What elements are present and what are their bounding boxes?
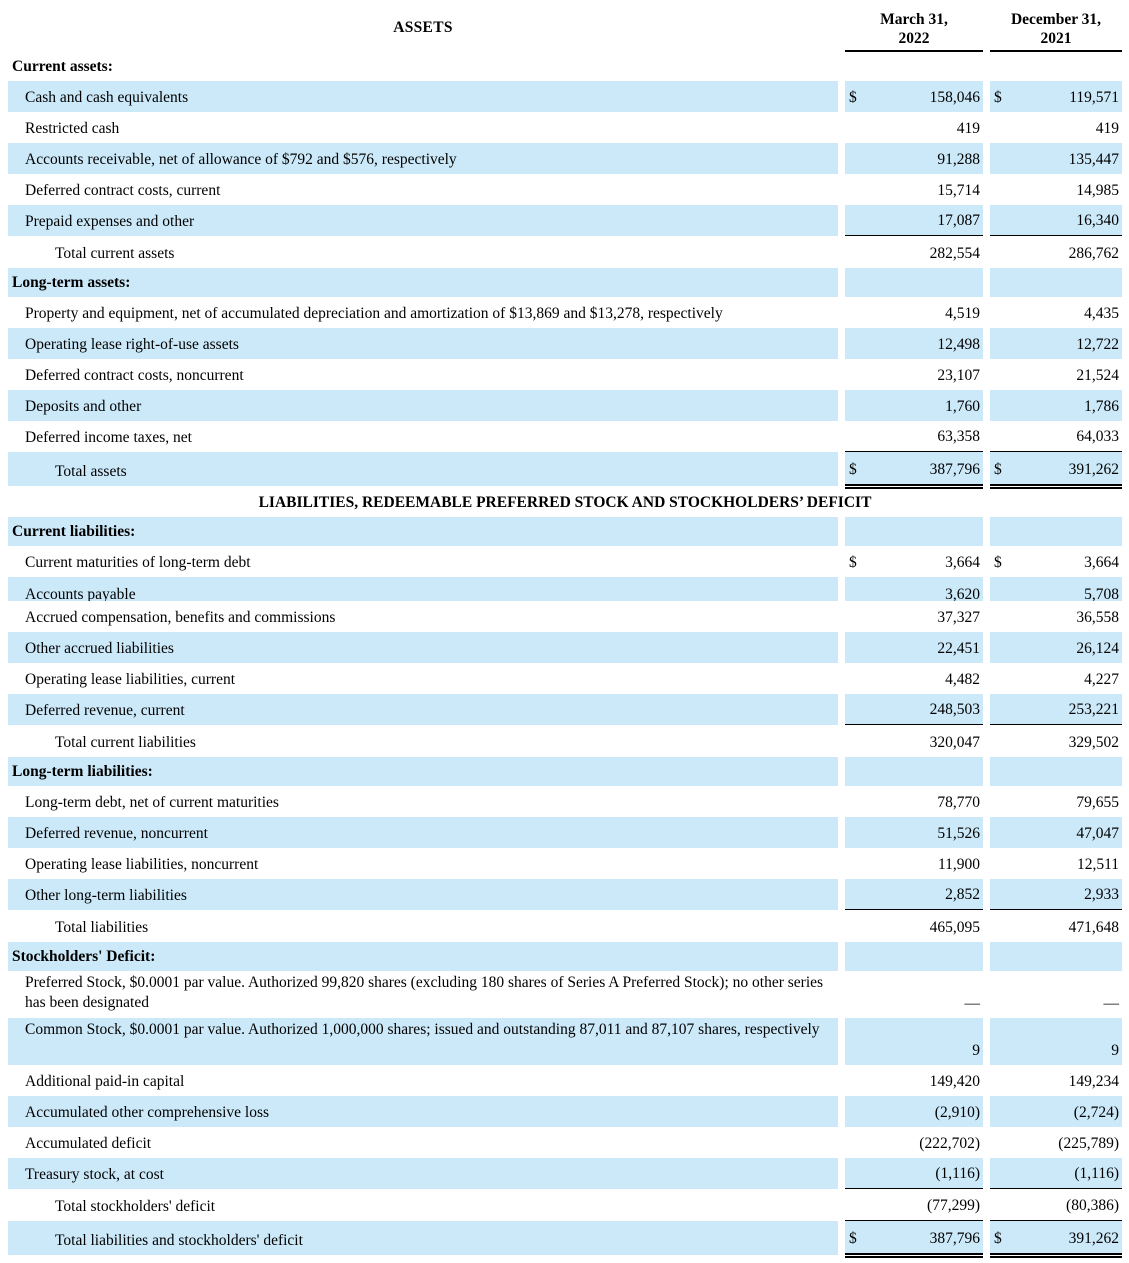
value-cell-2021: [990, 1065, 1122, 1096]
row-label: Cash and cash equivalents: [25, 89, 189, 106]
dollar-sign-2021: $: [994, 1230, 1002, 1247]
value-cell-2022: [845, 1065, 983, 1096]
value-cell-2021: [990, 817, 1122, 848]
table-row: [0, 757, 1129, 786]
value-cell-2021: [990, 694, 1122, 725]
value-cell-2021: [990, 1096, 1122, 1127]
value-2021: 4,435: [1084, 305, 1119, 322]
value-2022: 4,482: [945, 671, 980, 688]
value-cell-2022: [845, 1096, 983, 1127]
value-2022: (2,910): [934, 1104, 980, 1121]
table-row: [0, 390, 1129, 421]
value-2021: 149,234: [1068, 1073, 1119, 1090]
value-cell-2021: [990, 1158, 1122, 1189]
col-header-2022-line2: 2022: [898, 30, 930, 47]
value-cell-2022: [845, 757, 983, 786]
value-2021: 12,511: [1076, 856, 1119, 873]
row-label: Total stockholders' deficit: [55, 1198, 216, 1215]
value-2021: 14,985: [1076, 182, 1119, 199]
value-2021: 36,558: [1076, 609, 1119, 626]
dollar-sign-2022: $: [849, 89, 857, 106]
dollar-sign-2021: $: [994, 89, 1002, 106]
value-cell-2022: [845, 725, 983, 757]
value-cell-2022: [845, 694, 983, 725]
value-cell-2021: [990, 1189, 1122, 1221]
value-2021: 5,708: [1084, 586, 1119, 601]
table-row: [0, 205, 1129, 236]
value-2022: 3,620: [945, 586, 980, 601]
label-cell: [8, 112, 838, 143]
label-cell: [8, 1065, 838, 1096]
value-cell-2021: [990, 390, 1122, 421]
value-2021: (2,724): [1073, 1104, 1119, 1121]
value-2022: 282,554: [929, 245, 980, 262]
table-row: [0, 786, 1129, 817]
label-cell: [8, 546, 838, 577]
col-header-2022-cell: [845, 2, 983, 52]
row-label: Operating lease right-of-use assets: [25, 336, 239, 353]
value-cell-2022: [845, 601, 983, 632]
value-2021: (225,789): [1058, 1135, 1119, 1152]
label-cell: [8, 601, 838, 632]
label-cell: [8, 663, 838, 694]
value-2022: 320,047: [929, 734, 980, 751]
table-row: [0, 236, 1129, 268]
value-cell-2022: [845, 452, 983, 486]
label-cell: [8, 268, 838, 297]
value-cell-2022: [845, 517, 983, 546]
value-2021: 329,502: [1068, 734, 1119, 751]
table-row: [0, 486, 1129, 517]
value-cell-2021: [990, 205, 1122, 236]
label-cell: [8, 577, 838, 601]
table-row: [0, 694, 1129, 725]
row-label: Operating lease liabilities, current: [25, 671, 236, 688]
label-cell: [8, 236, 838, 268]
value-cell-2021: [990, 971, 1122, 1018]
row-label: Accounts receivable, net of allowance of $792 and $576, respectively: [25, 151, 457, 168]
table-row: [0, 1127, 1129, 1158]
value-2022: 11,900: [937, 856, 980, 873]
value-2021: 47,047: [1076, 825, 1119, 842]
value-cell-2022: [845, 632, 983, 663]
value-cell-2022: [845, 390, 983, 421]
row-label: Deferred contract costs, noncurrent: [25, 367, 244, 384]
value-cell-2022: [845, 297, 983, 328]
value-cell-2021: [990, 663, 1122, 694]
table-row: [0, 1096, 1129, 1127]
value-cell-2022: [845, 879, 983, 910]
value-cell-2021: [990, 942, 1122, 971]
value-cell-2022: [845, 1158, 983, 1189]
value-cell-2022: [845, 52, 983, 81]
value-cell-2022: [845, 971, 983, 1018]
value-cell-2022: [845, 546, 983, 577]
value-2022: 419: [956, 120, 980, 137]
value-cell-2021: [990, 757, 1122, 786]
value-cell-2021: [990, 421, 1122, 452]
label-cell: [8, 632, 838, 663]
row-label: Other accrued liabilities: [25, 640, 174, 657]
value-cell-2022: [845, 328, 983, 359]
label-cell: [8, 848, 838, 879]
label-cell: [8, 725, 838, 757]
table-row: [0, 879, 1129, 910]
col-header-2021-cell: [990, 2, 1122, 52]
label-cell: [8, 694, 838, 725]
value-cell-2022: [845, 577, 983, 601]
table-row: [0, 601, 1129, 632]
value-cell-2021: [990, 546, 1122, 577]
value-2021: 21,524: [1076, 367, 1119, 384]
label-cell: [8, 1189, 838, 1221]
value-2021: 64,033: [1076, 428, 1119, 445]
row-label: Total assets: [55, 463, 127, 480]
value-cell-2022: [845, 143, 983, 174]
label-cell: [8, 817, 838, 848]
value-cell-2021: [990, 359, 1122, 390]
dollar-sign-2021: $: [994, 554, 1002, 571]
label-cell: [8, 517, 838, 546]
row-label: Other long-term liabilities: [25, 887, 187, 904]
row-label: Property and equipment, net of accumulated depreciation and amortization of $13,869 and $13,278, respectively: [25, 305, 723, 322]
value-2022: 91,288: [937, 151, 980, 168]
row-label: Restricted cash: [25, 120, 120, 137]
value-2022: 248,503: [929, 701, 980, 718]
value-cell-2021: [990, 1127, 1122, 1158]
row-label: Preferred Stock, $0.0001 par value. Authorized 99,820 shares (excluding 180 shares of Series A Preferred Stock); no other series has been designated: [25, 974, 824, 1011]
table-row: [0, 817, 1129, 848]
value-cell-2022: [845, 81, 983, 112]
row-label: Prepaid expenses and other: [25, 213, 195, 230]
value-cell-2022: [845, 359, 983, 390]
value-2022: (77,299): [927, 1197, 980, 1214]
value-cell-2022: [845, 1189, 983, 1221]
table-row: [0, 1018, 1129, 1065]
value-2022: 1,760: [945, 398, 980, 415]
col-header-2021-line1: December 31,: [1010, 11, 1102, 28]
value-2021: 26,124: [1076, 640, 1119, 657]
table-row: [0, 725, 1129, 757]
value-2021: —: [1103, 995, 1119, 1012]
row-label: Deferred revenue, current: [25, 702, 185, 719]
value-cell-2021: [990, 236, 1122, 268]
value-cell-2021: [990, 81, 1122, 112]
value-2021: (80,386): [1066, 1197, 1119, 1214]
table-row: [0, 1158, 1129, 1189]
value-cell-2022: [845, 268, 983, 297]
value-2022: 3,664: [945, 554, 980, 571]
row-label: Accounts payable: [25, 586, 136, 601]
assets-header: ASSETS: [393, 18, 453, 36]
value-cell-2021: [990, 632, 1122, 663]
row-label: Accumulated deficit: [25, 1135, 152, 1152]
value-cell-2022: [845, 205, 983, 236]
value-cell-2022: [845, 236, 983, 268]
value-2022: 2,852: [945, 886, 980, 903]
label-cell: [8, 174, 838, 205]
table-row: [0, 52, 1129, 81]
label-cell: [8, 81, 838, 112]
table-row: [0, 1221, 1129, 1255]
row-label: Total current assets: [55, 245, 175, 262]
label-cell: [8, 1018, 838, 1065]
value-2022: 15,714: [937, 182, 980, 199]
table-row: [0, 577, 1129, 601]
table-row: [0, 421, 1129, 452]
value-cell-2022: [845, 112, 983, 143]
label-cell: [8, 942, 838, 971]
value-cell-2022: [845, 1018, 983, 1065]
label-cell: [8, 786, 838, 817]
value-2022: 387,796: [929, 1230, 980, 1247]
value-2021: 419: [1095, 120, 1119, 137]
value-2021: 9: [1111, 1042, 1119, 1059]
dollar-sign-2021: $: [994, 461, 1002, 478]
value-2021: 471,648: [1068, 919, 1119, 936]
table-row: [0, 359, 1129, 390]
value-cell-2022: [845, 786, 983, 817]
table-row: [0, 971, 1129, 1018]
value-2021: 12,722: [1076, 336, 1119, 353]
value-2022: 37,327: [937, 609, 980, 626]
label-cell: [8, 297, 838, 328]
dollar-sign-2022: $: [849, 554, 857, 571]
table-row: [0, 517, 1129, 546]
value-cell-2021: [990, 577, 1122, 601]
table-row: [0, 546, 1129, 577]
label-cell: [8, 359, 838, 390]
value-cell-2021: [990, 848, 1122, 879]
value-cell-2022: [845, 174, 983, 205]
label-cell: [8, 757, 838, 786]
value-2022: 4,519: [945, 305, 980, 322]
row-label: Current liabilities:: [12, 523, 136, 540]
value-2022: 158,046: [929, 89, 980, 106]
value-cell-2022: [845, 910, 983, 942]
value-2022: 23,107: [937, 367, 980, 384]
value-2021: 4,227: [1084, 671, 1119, 688]
row-label: Long-term assets:: [12, 274, 131, 291]
value-2021: 135,447: [1068, 151, 1119, 168]
table-row: [0, 632, 1129, 663]
value-cell-2021: [990, 268, 1122, 297]
label-cell: [8, 143, 838, 174]
value-cell-2022: [845, 421, 983, 452]
value-2021: 391,262: [1068, 461, 1119, 478]
dollar-sign-2022: $: [849, 1230, 857, 1247]
row-label: Deposits and other: [25, 398, 142, 415]
row-label: Total current liabilities: [55, 734, 196, 751]
col-header-2022: [845, 10, 983, 52]
value-2022: 465,095: [929, 919, 980, 936]
value-cell-2021: [990, 601, 1122, 632]
table-row: [0, 143, 1129, 174]
value-cell-2021: [990, 1018, 1122, 1065]
table-row: [0, 1065, 1129, 1096]
table-row: [0, 112, 1129, 143]
value-2021: 2,933: [1084, 886, 1119, 903]
row-label: Operating lease liabilities, noncurrent: [25, 856, 259, 873]
value-cell-2021: [990, 786, 1122, 817]
row-label: Stockholders' Deficit:: [12, 948, 156, 965]
col-header-2022-line1: March 31,: [880, 11, 948, 28]
value-cell-2022: [845, 817, 983, 848]
label-cell: [8, 1127, 838, 1158]
label-cell: [8, 52, 838, 81]
label-cell: [8, 971, 838, 1018]
row-label: LIABILITIES, REDEEMABLE PREFERRED STOCK AND STOCKHOLDERS’ DEFICIT: [258, 494, 872, 511]
value-2022: 78,770: [937, 794, 980, 811]
value-cell-2021: [990, 452, 1122, 486]
table-header-row: [0, 2, 1129, 52]
value-2021: 16,340: [1076, 212, 1119, 229]
value-cell-2022: [845, 848, 983, 879]
row-label: Total liabilities and stockholders' deficit: [55, 1232, 303, 1249]
value-2022: 12,498: [937, 336, 980, 353]
value-cell-2021: [990, 112, 1122, 143]
value-2022: 149,420: [929, 1073, 980, 1090]
row-label: Deferred revenue, noncurrent: [25, 825, 208, 842]
label-cell: [8, 1096, 838, 1127]
value-2022: —: [964, 995, 980, 1012]
dollar-sign-2022: $: [849, 461, 857, 478]
row-label: Accumulated other comprehensive loss: [25, 1104, 270, 1121]
value-2021: 391,262: [1068, 1230, 1119, 1247]
table-row: [0, 81, 1129, 112]
table-body: [0, 52, 1129, 1255]
row-label: Common Stock, $0.0001 par value. Authorized 1,000,000 shares; issued and outstanding 87,011 and 87,107 shares, respectively: [25, 1021, 820, 1038]
assets-header-cell: [8, 2, 838, 52]
table-row: [0, 268, 1129, 297]
table-row: [0, 1189, 1129, 1221]
value-cell-2021: [990, 1221, 1122, 1255]
label-cell: [8, 421, 838, 452]
label-cell: [8, 205, 838, 236]
value-2022: 17,087: [937, 212, 980, 229]
table-row: [0, 663, 1129, 694]
table-row: [0, 452, 1129, 486]
row-label: Deferred income taxes, net: [25, 429, 192, 446]
label-cell: [8, 390, 838, 421]
value-cell-2021: [990, 725, 1122, 757]
value-cell-2021: [990, 297, 1122, 328]
value-cell-2021: [990, 52, 1122, 81]
table-row: [0, 942, 1129, 971]
value-2022: (1,116): [935, 1165, 980, 1182]
table-row: [0, 328, 1129, 359]
value-cell-2022: [845, 663, 983, 694]
value-2021: 79,655: [1076, 794, 1119, 811]
row-label: Long-term debt, net of current maturities: [25, 794, 279, 811]
row-label: Additional paid-in capital: [25, 1073, 185, 1090]
row-label: Long-term liabilities:: [12, 763, 153, 780]
row-label: Current maturities of long-term debt: [25, 554, 251, 571]
label-cell: [8, 452, 838, 486]
value-cell-2021: [990, 517, 1122, 546]
value-2021: 253,221: [1068, 701, 1119, 718]
label-cell: [8, 879, 838, 910]
value-2021: 286,762: [1068, 245, 1119, 262]
value-2022: 22,451: [937, 640, 980, 657]
row-label: Treasury stock, at cost: [25, 1166, 164, 1183]
value-cell-2022: [845, 1221, 983, 1255]
label-cell: [8, 1158, 838, 1189]
value-cell-2021: [990, 910, 1122, 942]
value-2021: 1,786: [1084, 398, 1119, 415]
value-cell-2021: [990, 879, 1122, 910]
label-cell: [8, 328, 838, 359]
value-cell-2021: [990, 174, 1122, 205]
value-2022: 63,358: [937, 428, 980, 445]
value-2022: 387,796: [929, 461, 980, 478]
value-cell-2021: [990, 143, 1122, 174]
value-2022: 51,526: [937, 825, 980, 842]
table-row: [0, 297, 1129, 328]
value-cell-2022: [845, 1127, 983, 1158]
col-header-2021-line2: 2021: [1040, 30, 1072, 47]
table-row: [0, 848, 1129, 879]
row-label: Accrued compensation, benefits and commissions: [25, 609, 336, 626]
col-header-2021: [990, 10, 1122, 52]
label-cell: [8, 486, 1122, 517]
row-label: Deferred contract costs, current: [25, 182, 221, 199]
value-2021: 119,571: [1069, 89, 1119, 106]
value-2021: 3,664: [1084, 554, 1119, 571]
value-cell-2021: [990, 328, 1122, 359]
value-2022: (222,702): [919, 1135, 980, 1152]
table-row: [0, 174, 1129, 205]
table-row: [0, 910, 1129, 942]
value-2022: 9: [972, 1042, 980, 1059]
row-label: Current assets:: [12, 58, 113, 75]
value-cell-2022: [845, 942, 983, 971]
label-cell: [8, 910, 838, 942]
row-label: Total liabilities: [55, 919, 149, 936]
label-cell: [8, 1221, 838, 1255]
value-2021: (1,116): [1074, 1165, 1119, 1182]
